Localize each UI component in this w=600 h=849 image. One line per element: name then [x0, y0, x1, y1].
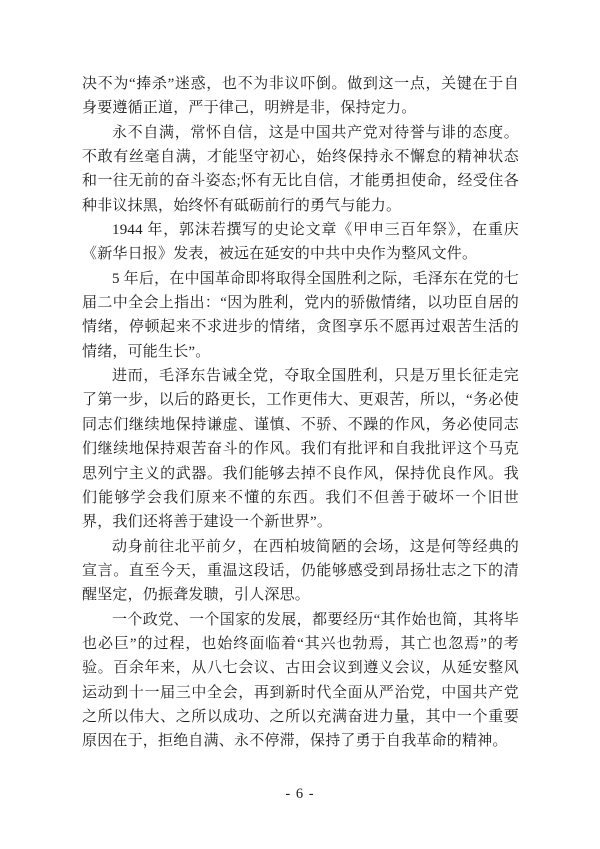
paragraph: 进而，毛泽东告诫全党，夺取全国胜利，只是万里长征走完了第一步，以后的路更长，工作更伟大、更艰苦，所以，“务必使同志们继续地保持谦虚、谨慎、不骄、不躁的作风，务必使同志们继续地保持艰苦奋斗的作风。我们有批评和自我批评这个马克思列宁主义的武器。我们能够去掉不良作风，保持优良作风。我们能够学会我们原来不懂的东西。我们不但善于破坏一个旧世界，我们还将善于建设一个新世界”。 [82, 368, 519, 531]
paragraph: 动身前往北平前夕，在西柏坡简陋的会场，这是何等经典的宣言。直至今天，重温这段话，仍能够感受到昂扬壮志之下的清醒坚定，仍振聋发聩，引人深思。 [82, 538, 519, 604]
paragraph: 1944 年，郭沫若撰写的史论文章《甲申三百年祭》，在重庆《新华日报》发表，被远在延安的中共中央作为整风文件。 [82, 222, 519, 263]
paragraph: 5 年后，在中国革命即将取得全国胜利之际，毛泽东在党的七届二中全会上指出：“因为胜利，党内的骄傲情绪，以功臣自居的情绪，停顿起来不求进步的情绪，贪图享乐不愿再过艰苦生活的情绪，可能生长”。 [82, 270, 519, 360]
paragraph: 永不自满，常怀自信，这是中国共产党对待誉与诽的态度。不敢有丝毫自满，才能坚守初心，始终保持永不懈怠的精神状态和一往无前的奋斗姿态;怀有无比自信，才能勇担使命，经受住各种非议抹黑，始终怀有砥砺前行的勇气与能力。 [82, 124, 519, 214]
page-number: - 6 - [285, 786, 315, 802]
paragraph: 一个政党、一个国家的发展，都要经历“其作始也简，其将毕也必巨”的过程，也始终面临着“其兴也勃焉，其亡也忽焉”的考验。百余年来，从八七会议、古田会议到遵义会议，从延安整风运动到十一届三中全会，再到新时代全面从严治党，中国共产党之所以伟大、之所以成功、之所以充满奋进力量，其中一个重要原因在于，拒绝自满、永不停滞，保持了勇于自我革命的精神。 [82, 611, 519, 750]
paragraph-continuation: 决不为“捧杀”迷惑，也不为非议吓倒。做到这一点，关键在于自身要遵循正道，严于律己，明辨是非，保持定力。 [82, 76, 519, 117]
document-text-block [82, 72, 519, 754]
